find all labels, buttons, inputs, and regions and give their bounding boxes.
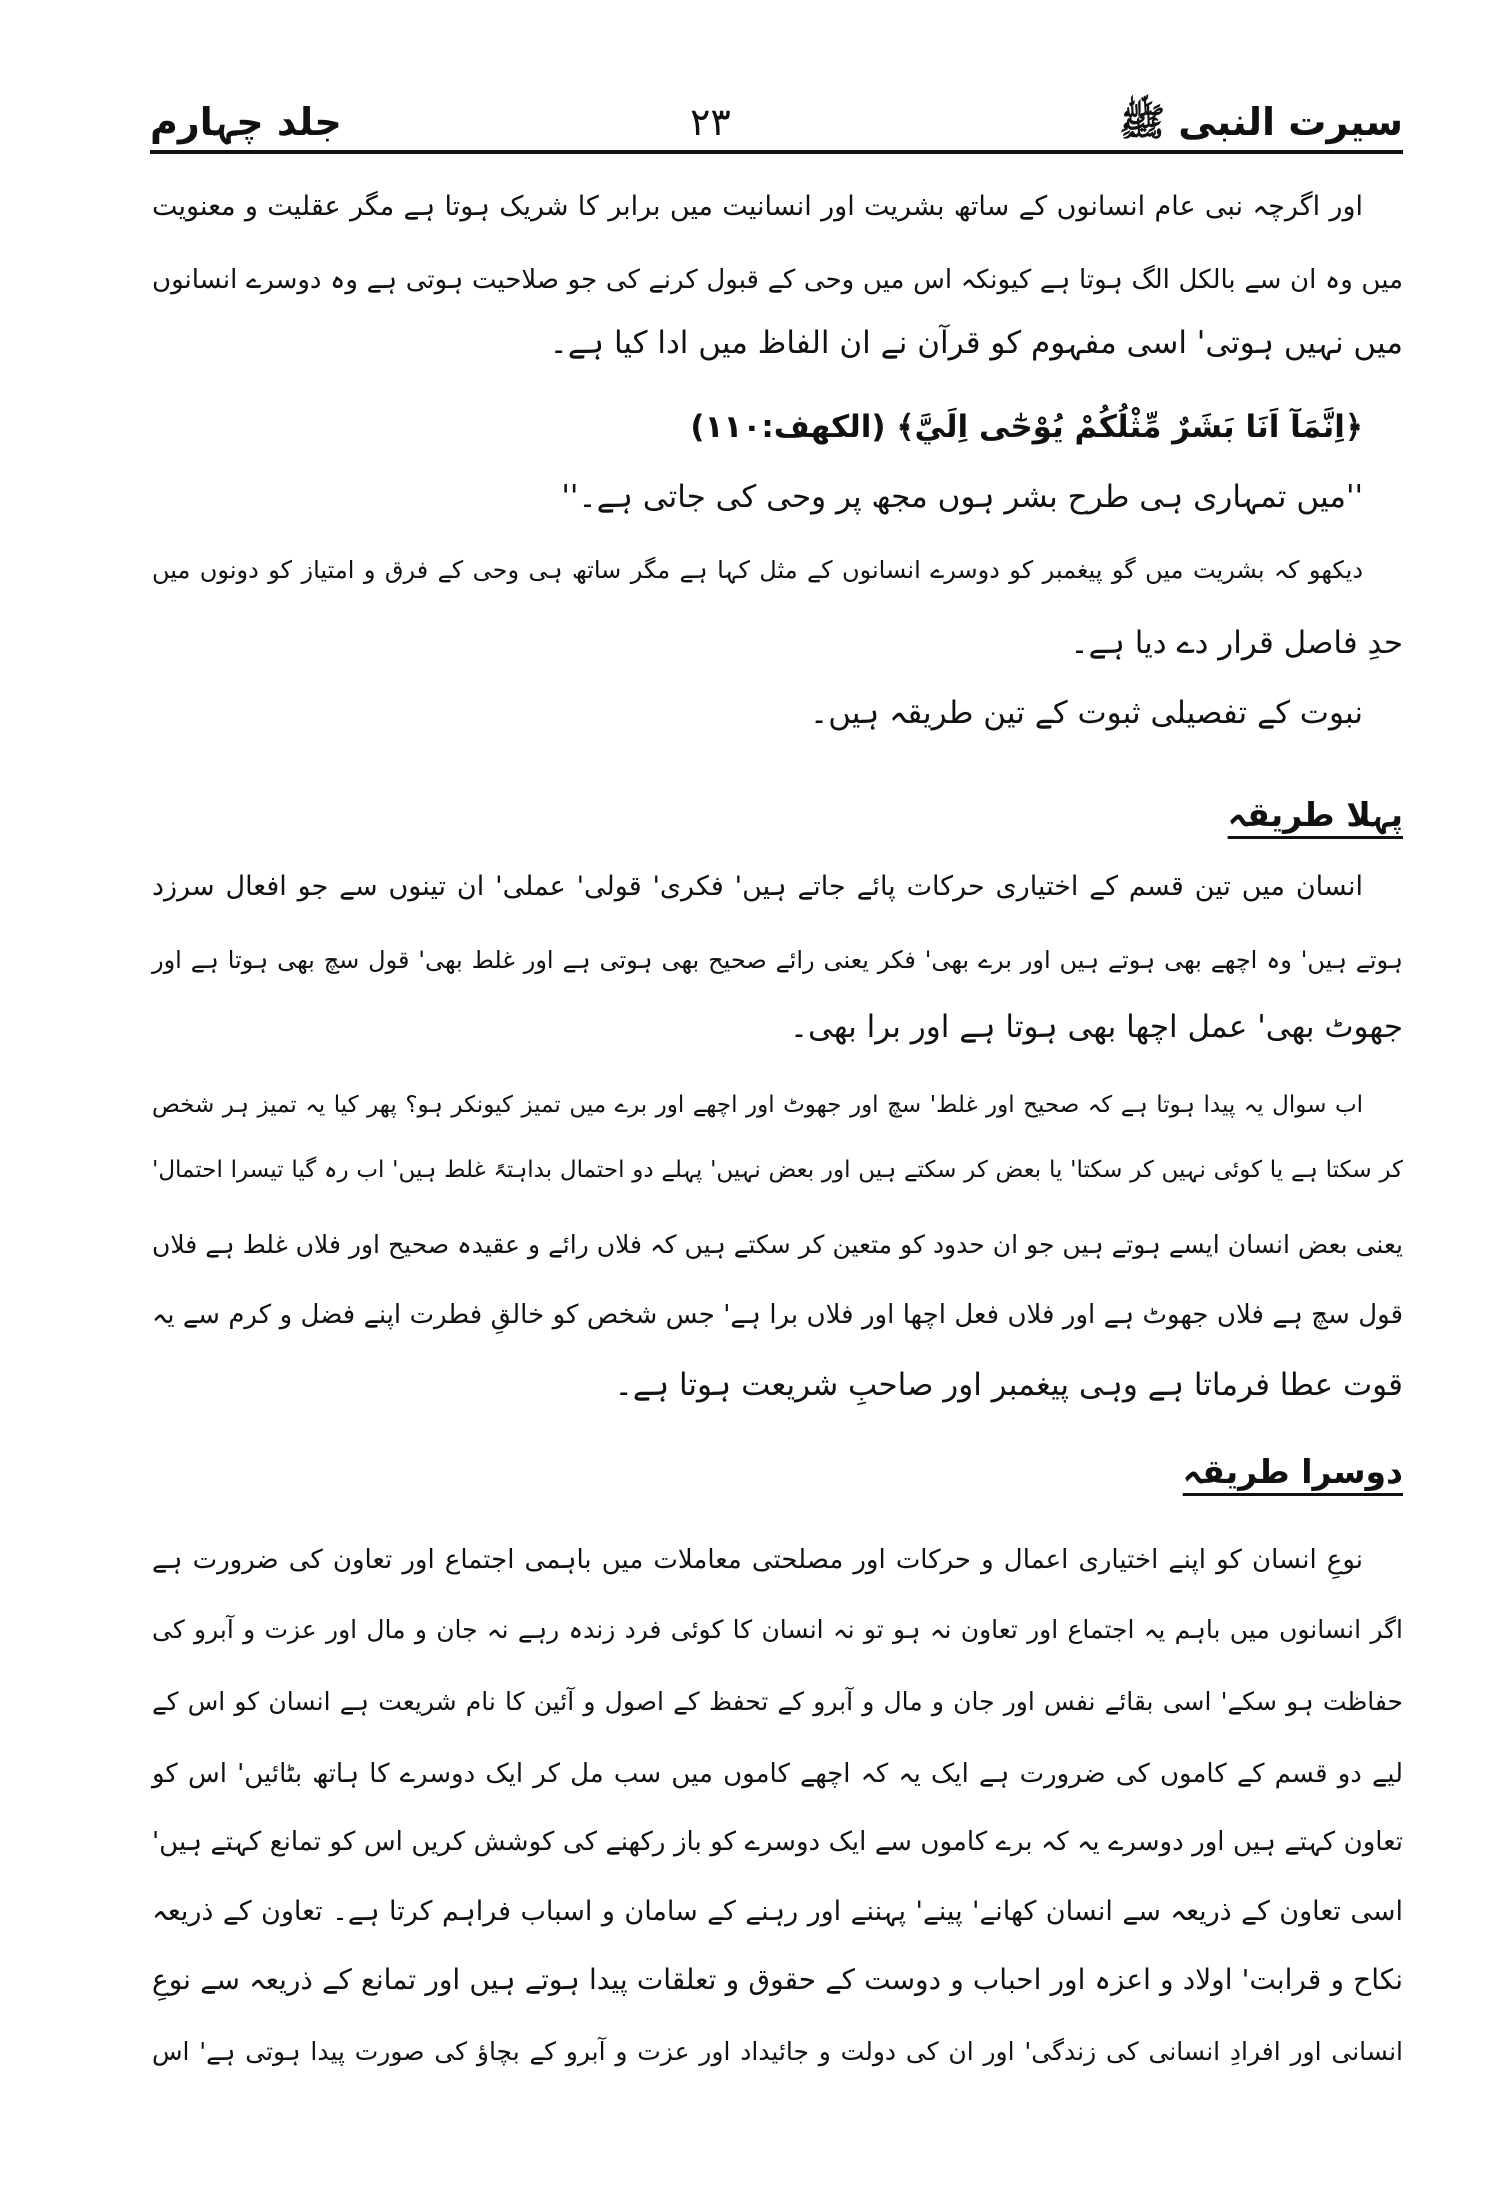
paragraph-line: اب سوال یہ پیدا ہوتا ہے کہ صحیح اور غلط' سچ اور جھوٹ اور اچھے اور برے میں تمیز کیونکر ہو؟ پھر کیا یہ تمیز ہر شخص <box>152 1092 1363 1118</box>
book-title: سیرت النبی ﷺ <box>1119 100 1403 144</box>
paragraph-line: اگر انسانوں میں باہم یہ اجتماع اور تعاون نہ ہو تو نہ انسان کا کوئی فرد زندہ رہے نہ جان و مال اور عزت و آبرو کی <box>152 1615 1403 1644</box>
paragraph-line: نبوت کے تفصیلی ثبوت کے تین طریقہ ہیں۔ <box>810 695 1363 731</box>
paragraph-line: قوت عطا فرماتا ہے وہی پیغمبر اور صاحبِ شریعت ہوتا ہے۔ <box>614 1367 1403 1403</box>
paragraph-line: یعنی بعض انسان ایسے ہوتے ہیں جو ان حدود کو متعین کر سکتے ہیں کہ فلاں رائے و عقیدہ صحیح اور فلاں غلط ہے فلاں <box>152 1230 1403 1259</box>
paragraph-line: حدِ فاصل قرار دے دیا ہے۔ <box>1070 625 1403 661</box>
paragraph-line: تعاون کہتے ہیں اور دوسرے یہ کہ برے کاموں سے ایک دوسرے کو باز رکھنے کی کوشش کریں اس کو تمانع کہتے ہیں' <box>152 1827 1403 1857</box>
paragraph-line: نکاح و قرابت' اولاد و اعزہ اور احباب و دوست کے حقوق و تعلقات پیدا ہوتے ہیں اور تمانع کے ذریعہ سے نوعِ <box>152 1963 1403 1996</box>
paragraph-line: ہوتے ہیں' وہ اچھے بھی ہوتے ہیں اور برے بھی' فکر یعنی رائے صحیح بھی ہوتی ہے اور غلط بھی' قول سچ بھی ہوتا ہے اور <box>152 946 1403 974</box>
paragraph-line: انسانی اور افرادِ انسانی کی زندگی' اور ان کی دولت و جائیداد اور عزت و آبرو کے بچاؤ کی صورت پیدا ہوتی ہے' اس <box>152 2037 1403 2066</box>
section-heading-second-method: دوسرا طریقہ <box>1182 1452 1403 1491</box>
paragraph-line: میں نہیں ہوتی' اسی مفہوم کو قرآن نے ان الفاظ میں ادا کیا ہے۔ <box>549 325 1403 361</box>
paragraph-line: اور اگرچہ نبی عام انسانوں کے ساتھ بشریت اور انسانیت میں برابر کا شریک ہوتا ہے مگر عقلیت و معنویت <box>152 191 1363 222</box>
paragraph-line: جھوٹ بھی' عمل اچھا بھی ہوتا ہے اور برا بھی۔ <box>789 1009 1403 1045</box>
paragraph-line: حفاظت ہو سکے' اسی بقائے نفس اور جان و مال و آبرو کے تحفظ کے اصول و آئین کا نام شریعت ہے انسان کو اس کے <box>152 1687 1403 1716</box>
paragraph-line: دیکھو کہ بشریت میں گو پیغمبر کو دوسرے انسانوں کے مثل کہا ہے مگر ساتھ ہی وحی کے فرق و امتیاز کو دونوں میں <box>152 556 1363 584</box>
header-rule <box>150 150 1403 154</box>
paragraph-line: لیے دو قسم کے کاموں کی ضرورت ہے ایک یہ کہ اچھے کاموں میں سب مل کر ایک دوسرے کا ہاتھ بٹائیں' اس کو <box>152 1759 1403 1789</box>
section-heading-first-method: پہلا طریقہ <box>1227 795 1403 834</box>
quran-verse: ﴿اِنَّمَآ اَنَا بَشَرٌ مِّثْلُكُمْ يُوْحٰٓى اِلَيَّ﴾ (الكهف:۱۱۰) <box>690 409 1363 445</box>
paragraph-line: نوعِ انسان کو اپنے اختیاری اعمال و حرکات اور مصلحتی معاملات میں باہمی اجتماع اور تعاون کی ضرورت ہے <box>152 1545 1363 1575</box>
verse-translation: ''میں تمہاری ہی طرح بشر ہوں مجھ پر وحی کی جاتی ہے۔'' <box>561 479 1363 515</box>
paragraph-line: انسان میں تین قسم کے اختیاری حرکات پائے جاتے ہیں' فکری' قولی' عملی' ان تینوں سے جو افعال سرزد <box>152 871 1363 902</box>
paragraph-line: اسی تعاون کے ذریعہ سے انسان کھانے' پینے' پہننے اور رہنے کے سامان و اسباب فراہم کرتا ہے۔ تعاون کے ذریعہ <box>152 1896 1403 1927</box>
paragraph-line: قول سچ ہے فلاں جھوٹ ہے اور فلاں فعل اچھا اور فلاں برا ہے' جس شخص کو خالقِ فطرت اپنے فضل و کرم سے یہ <box>152 1300 1403 1330</box>
paragraph-line: میں وہ ان سے بالکل الگ ہوتا ہے کیونکہ اس میں وحی کے قبول کرنے کی جو صلاحیت ہوتی ہے وہ دوسرے انسانوں <box>152 265 1403 295</box>
volume-label: جلد چہارم <box>150 100 342 144</box>
paragraph-line: کر سکتا ہے یا کوئی نہیں کر سکتا' یا بعض کر سکتے ہیں اور بعض نہیں' پہلے دو احتمال بداہتہً غلط ہیں' اب رہ گیا تیسرا احتمال' <box>152 1157 1403 1183</box>
page-number: ۲۳ <box>690 100 731 144</box>
